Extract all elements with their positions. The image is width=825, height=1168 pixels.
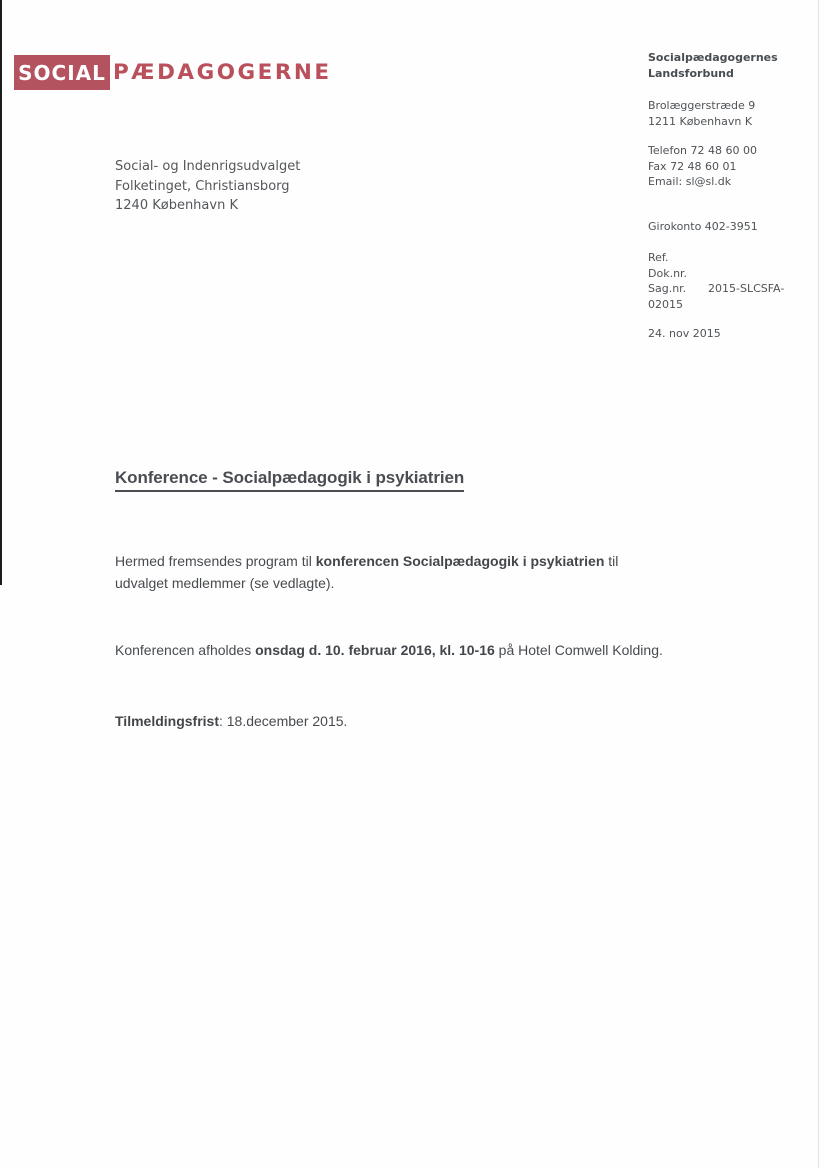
socialpaedagogerne-logo — [14, 55, 332, 90]
org-contact — [648, 143, 757, 190]
letter-date: 24. nov 2015 — [648, 327, 721, 340]
ref-label: Ref. — [648, 251, 669, 264]
recipient-line-3: 1240 København K — [115, 198, 238, 213]
org-name-line-1: Socialpædagogernes — [648, 51, 778, 64]
org-name — [648, 50, 778, 81]
recipient-line-1: Social- og Indenrigsudvalget — [115, 159, 301, 174]
org-address — [648, 98, 755, 129]
para2-text-regular-end: på Hotel Comwell Kolding. — [494, 642, 663, 658]
para1-text-bold-conference: konferencen Socialpædagogik i psykiatrien — [315, 553, 605, 569]
sag-nr-value-wrap: 02015 — [648, 297, 683, 311]
letter-heading: Konference - Socialpædagogik i psykiatrien — [115, 468, 464, 492]
para3-label-bold: Tilmeldingsfrist — [115, 713, 219, 729]
recipient-line-2: Folketinget, Christiansborg — [115, 178, 290, 194]
scan-artifact-right-line — [818, 0, 819, 1168]
para3-deadline-value: : 18.december 2015. — [218, 713, 348, 729]
org-email: Email: sl@sl.dk — [648, 175, 732, 188]
para2-text-regular: Konferencen afholdes — [115, 642, 256, 658]
org-giro-account: Girokonto 402-3951 — [648, 220, 758, 233]
sag-nr-row — [648, 281, 784, 297]
dok-nr-label: Dok.nr. — [648, 266, 688, 280]
para1-text-regular: Hermed fremsendes program til — [115, 553, 316, 569]
sag-nr-label: Sag.nr. — [648, 282, 687, 295]
para1-text-regular-end: til udvalget medlemmer (se vedlagte). — [115, 553, 619, 591]
org-name-line-2: Landsforbund — [648, 66, 734, 80]
reference-block — [648, 250, 784, 312]
letter-paragraph-intro — [115, 550, 620, 594]
letter-paragraph-deadline — [115, 710, 515, 732]
sag-nr-value: 2015-SLCSFA- — [708, 282, 785, 295]
org-fax: Fax 72 48 60 01 — [648, 159, 737, 173]
recipient-address — [115, 157, 300, 216]
letterhead-right-column — [648, 50, 798, 350]
org-phone: Telefon 72 48 60 00 — [648, 144, 757, 157]
logo-wordmark: PÆDAGOGERNE — [113, 60, 332, 85]
scan-artifact-left-line — [0, 0, 2, 585]
org-address-line-1: Brolæggerstræde 9 — [648, 99, 756, 112]
letter-paragraph-venue — [115, 639, 735, 661]
para2-text-bold-date-time: onsdag d. 10. februar 2016, kl. 10-16 — [255, 642, 495, 658]
logo-social-box: SOCIAL — [14, 55, 110, 90]
org-address-line-2: 1211 København K — [648, 114, 753, 128]
